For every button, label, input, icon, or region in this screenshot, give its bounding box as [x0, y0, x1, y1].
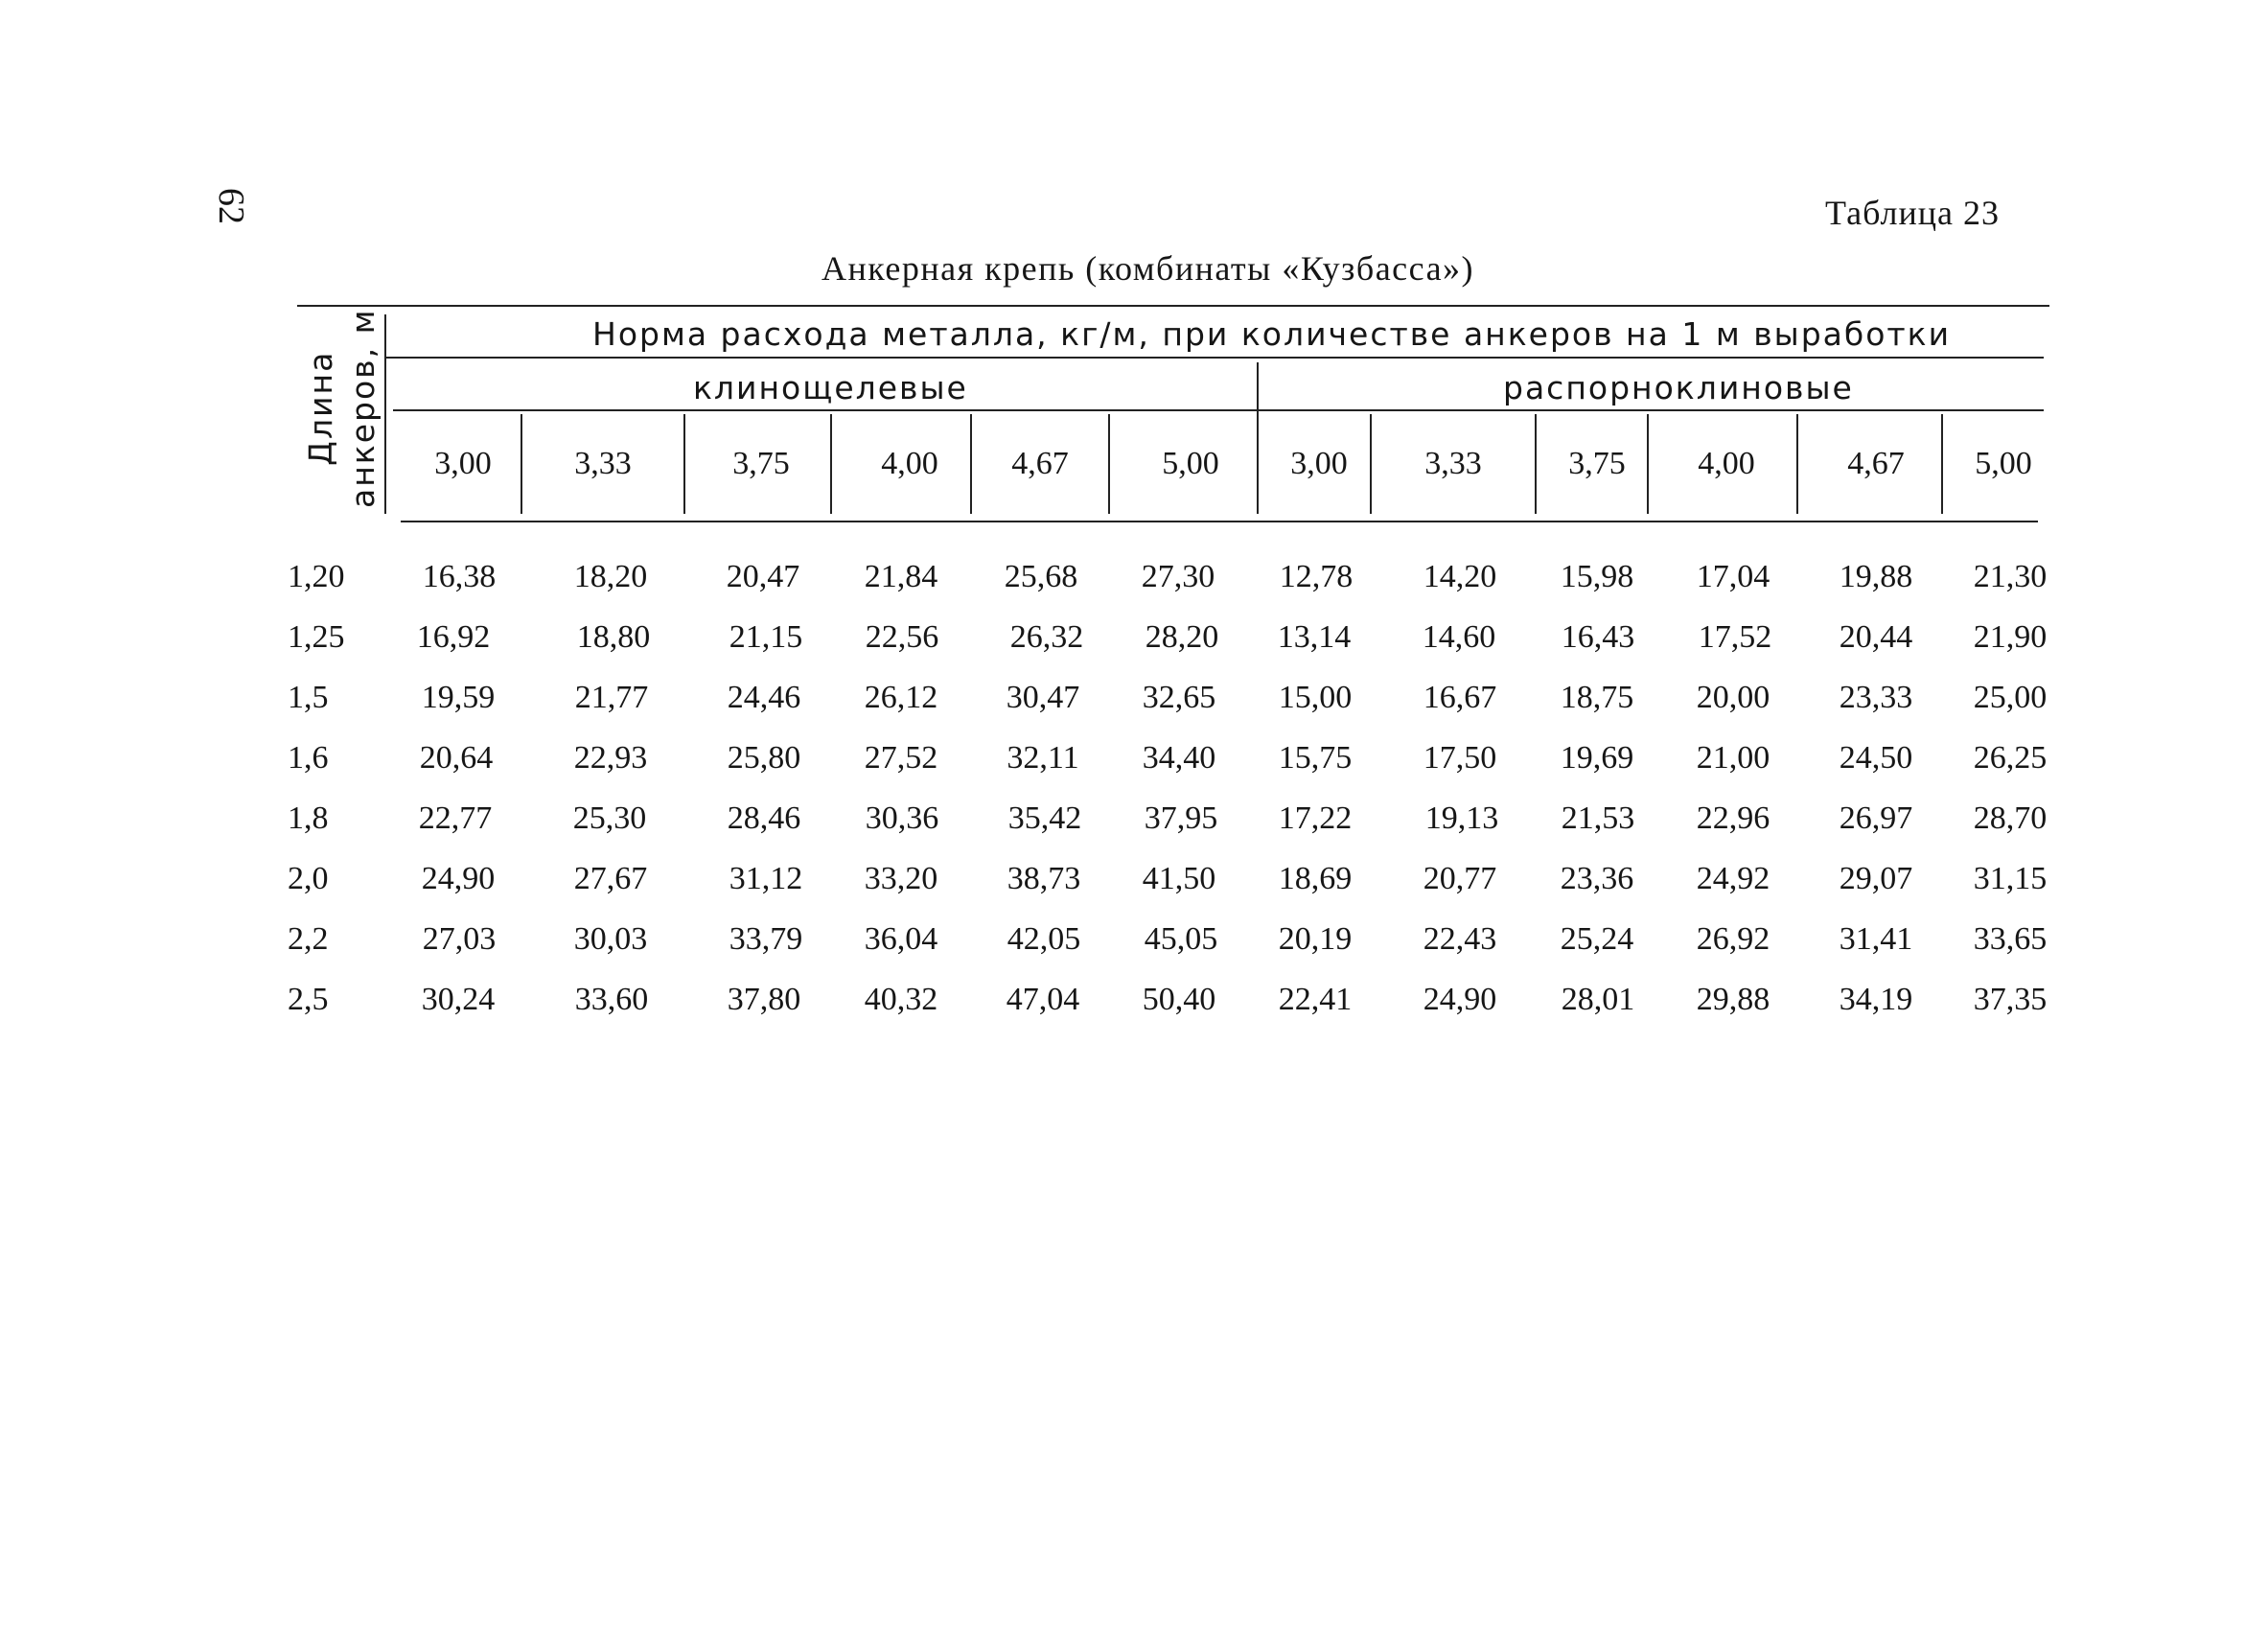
- table-cell: 37,95: [1144, 800, 1218, 836]
- table-cell: 45,05: [1144, 921, 1218, 957]
- table-cell: 12,78: [1279, 559, 1354, 594]
- column-divider: [830, 414, 832, 514]
- table-cell: 29,88: [1696, 982, 1770, 1017]
- column-header: 3,75: [732, 446, 790, 481]
- table-cell: 16,67: [1423, 680, 1497, 715]
- table-cell: 50,40: [1142, 982, 1216, 1017]
- table-cell: 27,52: [864, 740, 938, 776]
- table-cell: 22,93: [573, 740, 648, 776]
- column-header: 3,75: [1568, 446, 1626, 481]
- table-cell: 35,42: [1007, 800, 1082, 836]
- table-cell: 25,68: [1004, 559, 1078, 594]
- table-cell: 19,13: [1424, 800, 1499, 836]
- table-cell: 17,04: [1696, 559, 1770, 594]
- row-length: 2,5: [288, 982, 329, 1017]
- table-cell: 28,70: [1973, 800, 2048, 836]
- table-cell: 20,00: [1696, 680, 1770, 715]
- column-header: 3,00: [1290, 446, 1348, 481]
- table-cell: 22,41: [1278, 982, 1353, 1017]
- column-divider: [683, 414, 685, 514]
- column-divider: [1796, 414, 1798, 514]
- table-cell: 21,15: [729, 619, 803, 655]
- table-cell: 24,90: [421, 861, 496, 896]
- table-cell: 24,46: [727, 680, 801, 715]
- table-cell: 18,80: [576, 619, 651, 655]
- column-header: 3,33: [1424, 446, 1482, 481]
- table-cell: 14,60: [1422, 619, 1496, 655]
- table-cell: 15,00: [1278, 680, 1353, 715]
- table-cell: 37,35: [1973, 982, 2048, 1017]
- table-cell: 21,90: [1973, 619, 2048, 655]
- table-cell: 31,15: [1973, 861, 2048, 896]
- table-cell: 26,97: [1839, 800, 1913, 836]
- table-cell: 19,69: [1560, 740, 1634, 776]
- column-header: 5,00: [1975, 446, 2032, 481]
- table-cell: 21,53: [1561, 800, 1635, 836]
- table-cell: 20,77: [1423, 861, 1497, 896]
- row-length: 2,2: [288, 921, 329, 957]
- column-header: 4,00: [881, 446, 938, 481]
- table-top-rule: [297, 305, 2049, 307]
- row-length: 1,8: [288, 800, 329, 836]
- group-header-spacer-wedge: распорноклиновые: [1503, 369, 1854, 406]
- header-bottom-rule: [401, 521, 2038, 522]
- table-cell: 22,43: [1423, 921, 1497, 957]
- table-cell: 25,30: [572, 800, 647, 836]
- table-cell: 26,92: [1696, 921, 1770, 957]
- table-cell: 47,04: [1006, 982, 1080, 1017]
- table-cell: 19,59: [421, 680, 496, 715]
- table-cell: 30,36: [865, 800, 939, 836]
- table-cell: 26,12: [864, 680, 938, 715]
- page-number: 62: [211, 188, 251, 224]
- table-cell: 20,47: [726, 559, 800, 594]
- table-cell: 14,20: [1423, 559, 1497, 594]
- main-header-rule: [385, 357, 2044, 359]
- table-cell: 25,00: [1973, 680, 2048, 715]
- table-cell: 29,07: [1839, 861, 1913, 896]
- table-cell: 24,92: [1696, 861, 1770, 896]
- table-cell: 30,03: [573, 921, 648, 957]
- table-label: Таблица 23: [1825, 194, 2000, 232]
- table-cell: 40,32: [864, 982, 938, 1017]
- table-cell: 28,46: [727, 800, 801, 836]
- column-divider: [1108, 414, 1110, 514]
- table-cell: 30,24: [421, 982, 496, 1017]
- row-length: 1,5: [288, 680, 329, 715]
- main-header: Норма расхода металла, кг/м, при количестве анкеров на 1 м выработки: [592, 315, 1952, 353]
- group-divider: [1257, 362, 1259, 514]
- table-cell: 28,01: [1561, 982, 1635, 1017]
- table-title: Анкерная крепь (комбинаты «Кузбасса»): [822, 249, 1475, 288]
- group-header-wedge-slot: клинощелевые: [693, 369, 968, 406]
- table-cell: 13,14: [1277, 619, 1352, 655]
- table-cell: 17,22: [1278, 800, 1353, 836]
- row-length: 1,6: [288, 740, 329, 776]
- table-cell: 24,50: [1839, 740, 1913, 776]
- table-cell: 22,77: [418, 800, 493, 836]
- table-cell: 33,20: [864, 861, 938, 896]
- table-cell: 19,88: [1839, 559, 1913, 594]
- column-header: 3,33: [574, 446, 632, 481]
- table-cell: 41,50: [1142, 861, 1216, 896]
- table-cell: 32,65: [1142, 680, 1216, 715]
- table-cell: 27,30: [1141, 559, 1215, 594]
- table-cell: 21,84: [864, 559, 938, 594]
- table-cell: 32,11: [1007, 740, 1079, 776]
- row-header-line1: Длина: [302, 350, 339, 466]
- table-cell: 17,50: [1423, 740, 1497, 776]
- column-header: 4,67: [1847, 446, 1905, 481]
- column-header: 4,67: [1011, 446, 1069, 481]
- row-header: [300, 309, 384, 509]
- table-cell: 18,20: [573, 559, 648, 594]
- table-cell: 21,77: [574, 680, 649, 715]
- table-cell: 20,44: [1839, 619, 1913, 655]
- table-cell: 31,41: [1839, 921, 1913, 957]
- column-header: 3,00: [434, 446, 492, 481]
- row-length: 1,20: [288, 559, 345, 594]
- table-cell: 15,75: [1278, 740, 1353, 776]
- table-cell: 18,75: [1560, 680, 1634, 715]
- group-header-rule: [393, 409, 2044, 411]
- table-cell: 33,65: [1973, 921, 2048, 957]
- table-cell: 34,19: [1839, 982, 1913, 1017]
- table-cell: 31,12: [729, 861, 803, 896]
- row-length: 2,0: [288, 861, 329, 896]
- table-cell: 26,32: [1009, 619, 1084, 655]
- table-cell: 25,80: [727, 740, 801, 776]
- table-cell: 17,52: [1698, 619, 1772, 655]
- row-header-line2: анкеров, м: [344, 308, 382, 508]
- table-cell: 21,30: [1973, 559, 2048, 594]
- table-cell: 23,33: [1839, 680, 1913, 715]
- column-header: 4,00: [1698, 446, 1755, 481]
- table-cell: 33,60: [574, 982, 649, 1017]
- table-cell: 22,96: [1696, 800, 1770, 836]
- table-cell: 27,03: [422, 921, 497, 957]
- table-cell: 18,69: [1278, 861, 1353, 896]
- table-cell: 16,38: [422, 559, 497, 594]
- table-cell: 25,24: [1560, 921, 1634, 957]
- table-cell: 24,90: [1423, 982, 1497, 1017]
- table-cell: 20,19: [1278, 921, 1353, 957]
- row-length: 1,25: [288, 619, 345, 655]
- table-cell: 26,25: [1973, 740, 2048, 776]
- table-cell: 36,04: [864, 921, 938, 957]
- table-cell: 23,36: [1560, 861, 1634, 896]
- table-cell: 37,80: [727, 982, 801, 1017]
- table-cell: 30,47: [1006, 680, 1080, 715]
- table-cell: 34,40: [1142, 740, 1216, 776]
- table-cell: 20,64: [419, 740, 494, 776]
- table-cell: 42,05: [1007, 921, 1081, 957]
- table-cell: 21,00: [1696, 740, 1770, 776]
- table-cell: 38,73: [1007, 861, 1081, 896]
- row-header-divider: [384, 314, 386, 514]
- table-cell: 33,79: [729, 921, 803, 957]
- table-cell: 22,56: [865, 619, 939, 655]
- table-cell: 27,67: [573, 861, 648, 896]
- table-cell: 15,98: [1560, 559, 1634, 594]
- table-cell: 28,20: [1145, 619, 1219, 655]
- table-cell: 16,43: [1561, 619, 1635, 655]
- column-header: 5,00: [1162, 446, 1219, 481]
- table-cell: 16,92: [416, 619, 491, 655]
